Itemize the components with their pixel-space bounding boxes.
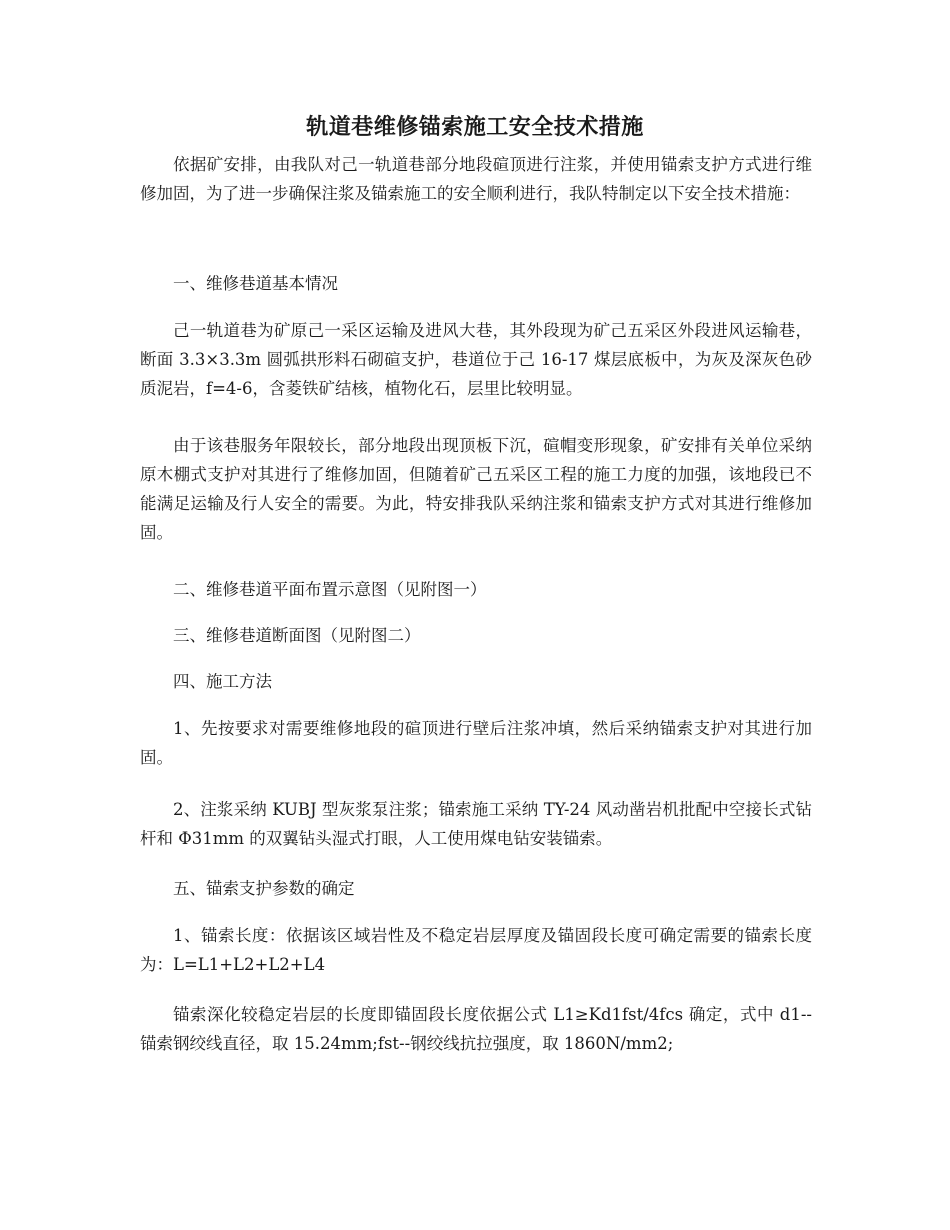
- paragraph-maintenance-reason: 由于该巷服务年限较长，部分地段出现顶板下沉，碹帽变形现象，矿安排有关单位采纳原木棚式支护对其进行了维修加固，但随着矿己五采区工程的施工力度的加强，该地段已不能满足运输及行人安全的需要。为此，特安排我队采纳注浆和锚索支护方式对其进行维修加固。: [140, 436, 812, 542]
- paragraph-cable-length: 1、锚索长度：依据该区域岩性及不稳定岩层厚度及锚固段长度可确定需要的锚索长度为：L=L1+L2+L2+L4: [140, 926, 812, 974]
- section-heading-2: 二、维修巷道平面布置示意图（见附图一）: [173, 580, 487, 599]
- paragraph-anchor-formula: 锚索深化较稳定岩层的长度即锚固段长度依据公式 L1≥Kd1fst/4fcs 确定，式中 d1--锚索钢绞线直径，取 15.24mm;fst--钢绞线抗拉强度，取 1860N/mm2;: [140, 1005, 812, 1053]
- section-heading-4: 四、施工方法: [173, 672, 272, 691]
- paragraph-tunnel-conditions: 己一轨道巷为矿原己一采区运输及进风大巷，其外段现为矿己五采区外段进风运输巷，断面 3.3×3.3m 圆弧拱形料石砌碹支护，巷道位于己 16-17 煤层底板中，为灰及深灰色砂质泥岩，f=4-6，含菱铁矿结核，植物化石，层里比较明显。: [140, 321, 812, 398]
- section-heading-1: 一、维修巷道基本情况: [173, 274, 338, 293]
- intro-paragraph: 依据矿安排，由我队对己一轨道巷部分地段碹顶进行注浆，并使用锚索支护方式进行维修加固，为了进一步确保注浆及锚索施工的安全顺利进行，我队特制定以下安全技术措施：: [140, 155, 812, 203]
- section-heading-3: 三、维修巷道断面图（见附图二）: [173, 626, 421, 645]
- paragraph-method-1: 1、先按要求对需要维修地段的碹顶进行壁后注浆冲填，然后采纳锚索支护对其进行加固。: [140, 719, 812, 767]
- paragraph-method-2: 2、注浆采纳 KUBJ 型灰浆泵注浆；锚索施工采纳 TY-24 风动凿岩机批配中空接长式钻杆和 Φ31mm 的双翼钻头湿式打眼，人工使用煤电钻安装锚索。: [140, 800, 812, 848]
- document-title: 轨道巷维修锚索施工安全技术措施: [306, 115, 644, 140]
- section-heading-5: 五、锚索支护参数的确定: [173, 879, 355, 898]
